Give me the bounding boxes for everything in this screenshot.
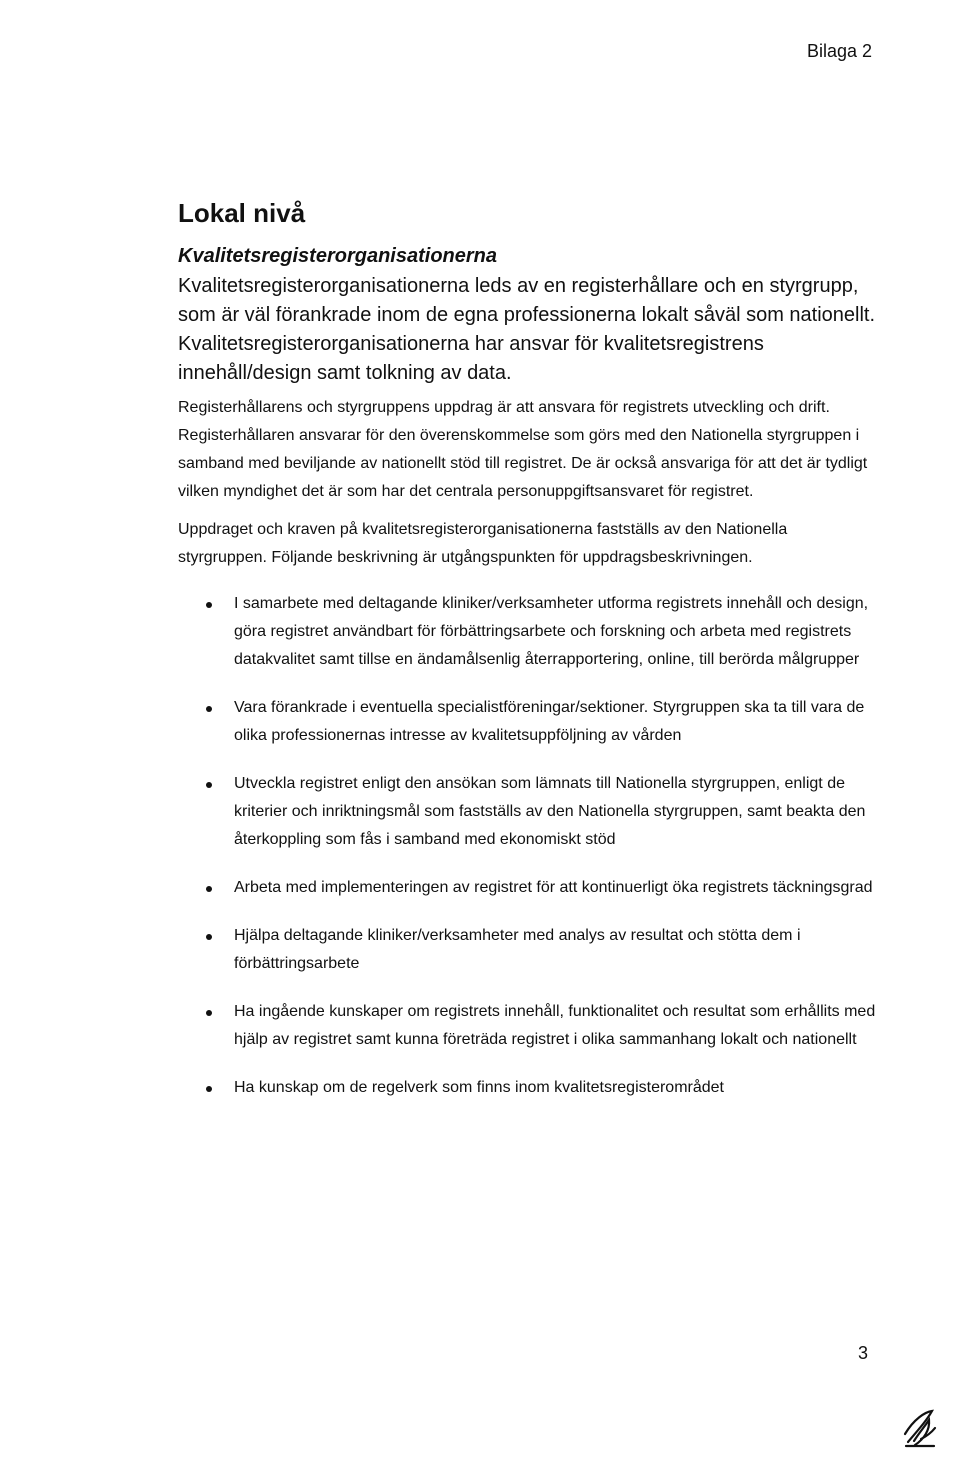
list-item-text: Hjälpa deltagande kliniker/verksamheter med analys av resultat och stötta dem i förbättringsarbete [234, 927, 801, 972]
list-item [178, 694, 878, 750]
bullet-icon [206, 602, 212, 608]
list-item-text: Vara förankrade i eventuella specialistföreningar/sektioner. Styrgruppen ska ta till vara de olika professionernas intresse av kvalitetsuppföljning av vården [234, 699, 865, 744]
responsibility-paragraph: Registerhållarens och styrgruppens uppdrag är att ansvara för registrets utveckling och drift. Registerhållaren ansvarar för den överenskommelse som görs med den Nationella styrgruppen i samband med beviljande av nationellt stöd till registret. De är också ansvariga för att det är tydligt vilken myndighet det är som har det centrala personuppgiftsansvaret för registret. [178, 399, 868, 500]
list-item-text: Arbeta med implementeringen av registret för att kontinuerligt öka registrets täckningsgrad [234, 879, 873, 896]
list-item [178, 1074, 878, 1102]
list-item [178, 922, 878, 978]
intro-paragraph: Kvalitetsregisterorganisationerna leds av en registerhållare och en styrgrupp, som är väl förankrade inom de egna professionerna lokalt såväl som nationellt. Kvalitetsregisterorganisationerna har ansvar för kvalitetsregistrens innehåll/design samt tolkning av data. [178, 275, 876, 384]
bullet-icon [206, 1086, 212, 1092]
bullet-icon [206, 706, 212, 712]
bullet-icon [206, 934, 212, 940]
task-list [178, 590, 878, 1102]
list-item [178, 874, 878, 902]
list-item-text: Ha kunskap om de regelverk som finns inom kvalitetsregisterområdet [234, 1079, 724, 1096]
list-item-text: Ha ingående kunskaper om registrets innehåll, funktionalitet och resultat som erhållits med hjälp av registret samt kunna företräda registret i olika sammanhang lokalt och nationellt [234, 1003, 876, 1048]
list-item [178, 770, 878, 854]
section-subheading: Kvalitetsregisterorganisationerna [178, 245, 497, 267]
list-item [178, 998, 878, 1054]
bullet-icon [206, 782, 212, 788]
section-title: Lokal nivå [178, 198, 306, 228]
page-number: 3 [857, 1343, 868, 1363]
list-item-text: Utveckla registret enligt den ansökan som lämnats till Nationella styrgruppen, enligt de kriterier och inriktningsmål som fastställs av den Nationella styrgruppen, samt beakta den återkoppling som fås i samband med ekonomiskt stöd [234, 775, 866, 848]
appendix-label: Bilaga 2 [806, 41, 872, 61]
assignment-paragraph: Uppdraget och kraven på kvalitetsregisterorganisationerna fastställs av den Nationella styrgruppen. Följande beskrivning är utgångspunkten för uppdragsbeskrivningen. [178, 521, 788, 566]
signature-icon [896, 1402, 944, 1452]
list-item [178, 590, 878, 674]
main-content [178, 198, 878, 1122]
bullet-icon [206, 1010, 212, 1016]
list-item-text: I samarbete med deltagande kliniker/verksamheter utforma registrets innehåll och design, göra registret användbart för förbättringsarbete och forskning och arbeta med registrets datakvalitet samt tillse en ändamålsenlig återrapportering, online, till berörda målgrupper [234, 595, 869, 668]
bullet-icon [206, 886, 212, 892]
